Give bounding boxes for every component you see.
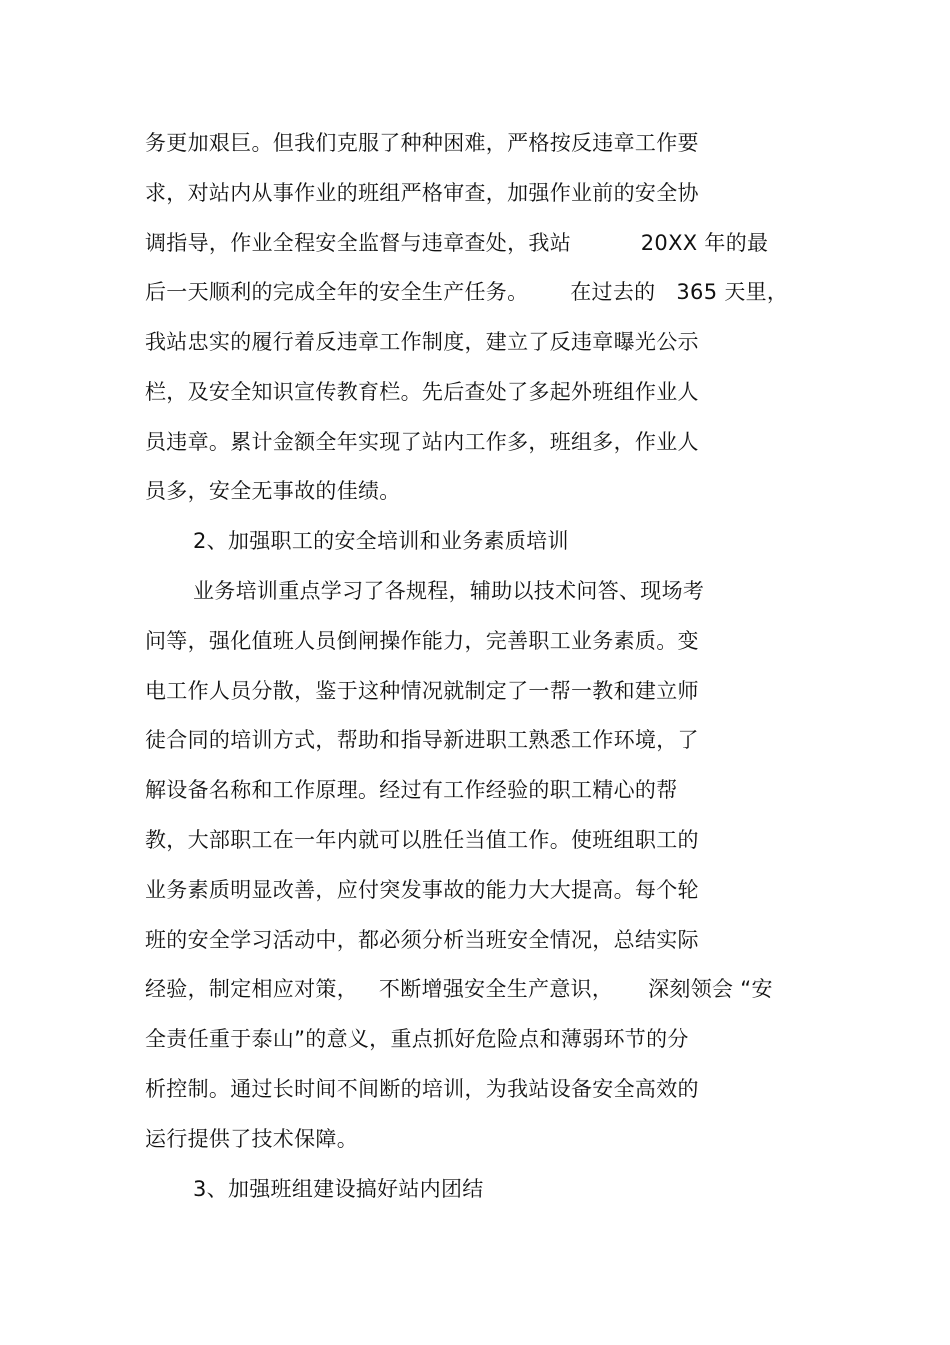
section-heading: 2、加强职工的安全培训和业务素质培训 (193, 529, 569, 553)
paragraph-line: 求，对站内从事作业的班组严格审查，加强作业前的安全协 (145, 181, 699, 205)
paragraph-line: 班的安全学习活动中，都必须分析当班安全情况，总结实际 (145, 928, 699, 952)
paragraph-line: 栏，及安全知识宣传教育栏。先后查处了多起外班组作业人 (145, 380, 699, 404)
paragraph-line: 徒合同的培训方式，帮助和指导新进职工熟悉工作环境，了 (145, 728, 699, 752)
paragraph-line: 运行提供了技术保障。 (145, 1127, 358, 1151)
paragraph-line: 问等，强化值班人员倒闸操作能力，完善职工业务素质。变 (145, 629, 699, 653)
paragraph-line: 务更加艰巨。但我们克服了种种困难，严格按反违章工作要 (145, 131, 699, 155)
paragraph-line: 员违章。累计金额全年实现了站内工作多，班组多，作业人 (145, 430, 699, 454)
paragraph-line: 全责任重于泰山”的意义，重点抓好危险点和薄弱环节的分 (145, 1027, 689, 1051)
paragraph-line: 调指导，作业全程安全监督与违章查处，我站 20XX 年的最 (145, 231, 769, 255)
paragraph-line: 电工作人员分散，鉴于这种情况就制定了一帮一教和建立师 (145, 679, 699, 703)
section-heading: 3、加强班组建设搞好站内团结 (193, 1177, 484, 1201)
paragraph-line: 经验，制定相应对策， 不断增强安全生产意识， 深刻领会 “安 (145, 977, 773, 1001)
paragraph-line: 业务培训重点学习了各规程，辅助以技术问答、现场考 (193, 579, 705, 603)
paragraph-line: 析控制。通过长时间不间断的培训，为我站设备安全高效的 (145, 1077, 699, 1101)
paragraph-line: 员多，安全无事故的佳绩。 (145, 479, 401, 503)
paragraph-line: 解设备名称和工作原理。经过有工作经验的职工精心的帮 (145, 778, 678, 802)
paragraph-line: 后一天顺利的完成全年的安全生产任务。 在过去的 365 天里， (145, 280, 789, 304)
paragraph-line: 业务素质明显改善，应付突发事故的能力大大提高。每个轮 (145, 878, 699, 902)
paragraph-line: 我站忠实的履行着反违章工作制度，建立了反违章曝光公示 (145, 330, 699, 354)
paragraph-line: 教，大部职工在一年内就可以胜任当值工作。使班组职工的 (145, 828, 699, 852)
